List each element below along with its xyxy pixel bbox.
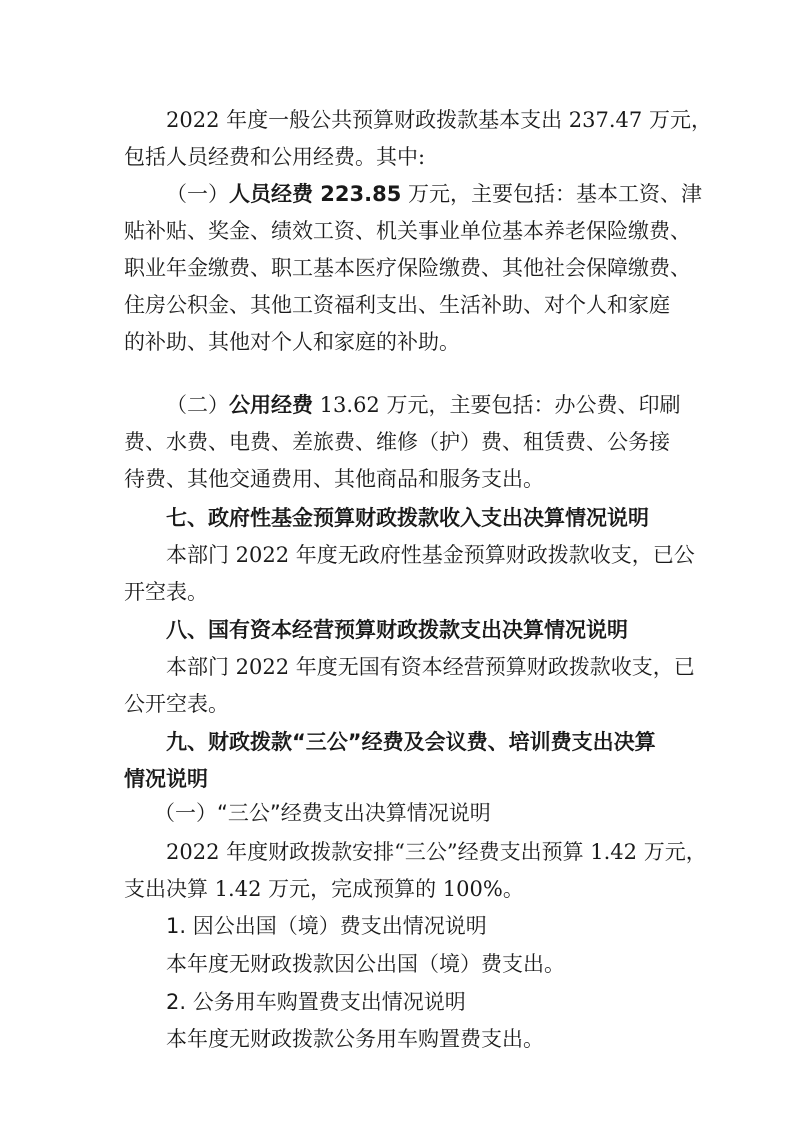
bold-term: 人员经费 223.85 [229, 182, 402, 206]
text-line: 费、水费、电费、差旅费、维修（护）费、租赁费、公务接 [124, 430, 670, 454]
text-line: 本部门 2022 年度无国有资本经营预算财政拨款收支，已 [166, 655, 695, 679]
paragraph-government-fund [124, 537, 695, 611]
subheading-vehicle [124, 984, 680, 1021]
subheading-overseas [124, 908, 680, 945]
text-line: 支出决算 1.42 万元，完成预算的 100%。 [124, 877, 524, 901]
paragraph-basic-expenditure [124, 102, 712, 176]
subheading-three-public [124, 795, 680, 832]
text-line: 住房公积金、其他工资福利支出、生活补助、对个人和家庭 [124, 293, 670, 317]
heading-text: 八、国有资本经营预算财政拨款支出决算情况说明 [166, 618, 628, 642]
text-line: 待费、其他交通费用、其他商品和服务支出。 [124, 467, 544, 491]
text-line: 职业年金缴费、职工基本医疗保险缴费、其他社会保障缴费、 [124, 256, 691, 280]
section-heading-7 [124, 500, 680, 537]
text-line: 2022 年度财政拨款安排“三公”经费支出预算 1.42 万元， [166, 840, 707, 864]
heading-text: 情况说明 [124, 767, 208, 791]
paragraph-public-expenses [124, 387, 680, 498]
list-prefix: （二） [166, 393, 229, 417]
text-line [124, 176, 703, 213]
list-prefix: （一） [166, 182, 229, 206]
paragraph-state-capital [124, 649, 695, 723]
bold-term: 公用经费 [229, 393, 313, 417]
text-line: 贴补贴、奖金、绩效工资、机关事业单位基本养老保险缴费、 [124, 219, 691, 243]
paragraph-overseas [124, 946, 680, 983]
text-run: 万元，主要包括：基本工资、津 [401, 182, 703, 206]
text-line: 公开空表。 [124, 692, 229, 716]
paragraph-personnel-expenses [124, 176, 703, 361]
text-run: 13.62 万元，主要包括：办公费、印刷 [313, 393, 681, 417]
section-heading-9 [124, 724, 680, 798]
text-line: 开空表。 [124, 580, 208, 604]
text-line: 包括人员经费和公用经费。其中: [124, 145, 426, 169]
text-line: 的补助、其他对个人和家庭的补助。 [124, 330, 460, 354]
section-heading-8 [124, 612, 680, 649]
text-line: 本部门 2022 年度无政府性基金预算财政拨款收支，已公 [166, 543, 695, 567]
subheading-text: 1. 因公出国（境）费支出情况说明 [166, 914, 487, 938]
subheading-text: （一）“三公”经费支出决算情况说明 [154, 801, 491, 825]
heading-text: 九、财政拨款“三公”经费及会议费、培训费支出决算 [166, 730, 656, 754]
heading-text: 七、政府性基金预算财政拨款收入支出决算情况说明 [166, 506, 649, 530]
paragraph-three-public-budget [124, 834, 707, 908]
text-line: 本年度无财政拨款因公出国（境）费支出。 [166, 952, 565, 976]
text-line: 本年度无财政拨款公务用车购置费支出。 [166, 1027, 544, 1051]
subheading-text: 2. 公务用车购置费支出情况说明 [166, 990, 466, 1014]
text-line: 2022 年度一般公共预算财政拨款基本支出 237.47 万元， [166, 108, 712, 132]
text-line [124, 387, 680, 424]
paragraph-vehicle [124, 1021, 680, 1058]
